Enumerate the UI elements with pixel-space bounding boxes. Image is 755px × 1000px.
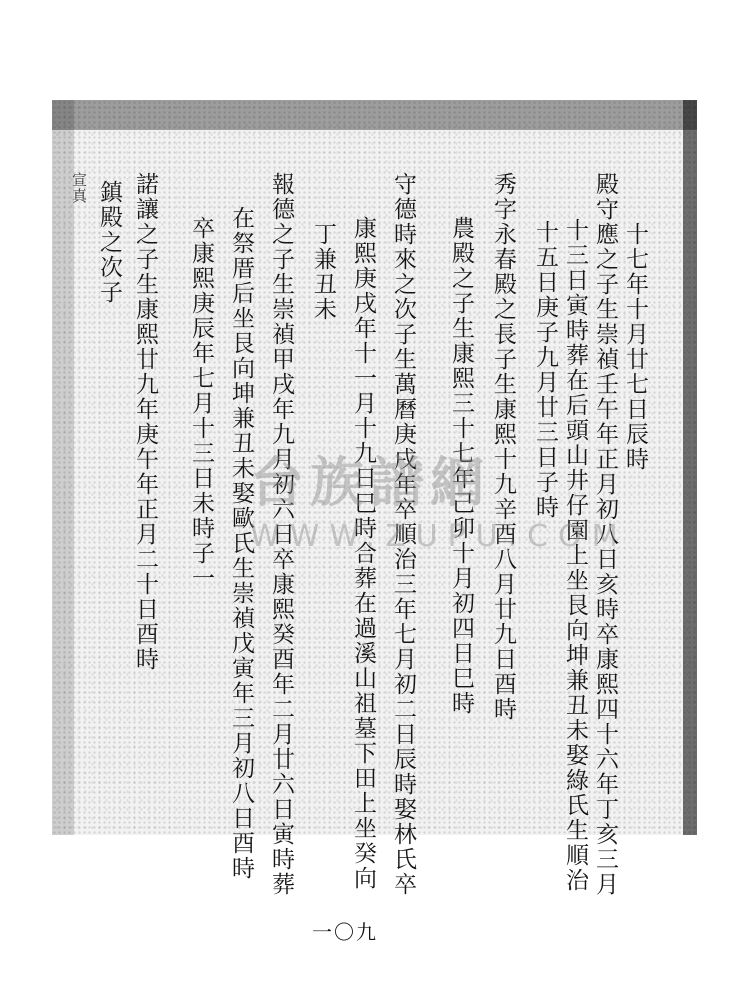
text-column-15: 宣真 bbox=[70, 172, 88, 204]
text-column-7: 守德時來之次子生萬曆庚戌年卒順治三年七月初二日辰時娶林氏卒 bbox=[390, 172, 416, 897]
text-column-9: 丁兼丑未 bbox=[310, 222, 336, 322]
text-column-14: 鎮殿之次子 bbox=[96, 180, 122, 305]
text-column-12: 卒康熙庚辰年七月十三日未時子一 bbox=[188, 216, 214, 591]
text-column-8: 康熙庚戌年十一月十九日巳時合葬在過溪山祖墓下田上坐癸向 bbox=[350, 216, 376, 891]
text-column-10: 報德之子生崇禎甲戌年九月初六日卒康熙癸酉年二月廿六日寅時葬 bbox=[268, 172, 294, 897]
page-number: 一〇九 bbox=[312, 920, 378, 944]
scan-right-shadow bbox=[683, 100, 697, 835]
scan-left-shadow bbox=[52, 100, 74, 835]
text-column-13: 諾讓之子生康熙廿九年庚午年正月二十日酉時 bbox=[132, 172, 158, 672]
text-column-6: 農殿之子生康熙三十七年己卯十月初四日巳時 bbox=[448, 216, 474, 716]
watermark bbox=[250, 440, 670, 554]
text-column-5: 秀字永春殿之長子生康熙十九辛酉八月廿九日酉時 bbox=[490, 172, 516, 722]
watermark-url: WWW.ZUPU.COM bbox=[250, 519, 628, 554]
text-column-2: 殿守應之子生崇禎壬午年正月初八日亥時卒康熙四十六年丁亥三月 bbox=[592, 172, 618, 897]
text-column-11: 在祭厝后坐艮向坤兼丑未娶歐氏生崇禎戊寅年三月初八日酉時 bbox=[228, 206, 254, 881]
watermark-title: 台族譜網 bbox=[250, 451, 490, 514]
text-column-3: 十三日寅時葬在后頭山井仔園上坐艮向坤兼丑未娶綠氏生順治 bbox=[562, 218, 588, 893]
text-column-1: 十七年十月廿七日辰時 bbox=[622, 222, 648, 472]
text-column-4: 十五日庚子九月廿三日子時 bbox=[532, 220, 558, 520]
scan-top-shadow bbox=[52, 100, 697, 130]
